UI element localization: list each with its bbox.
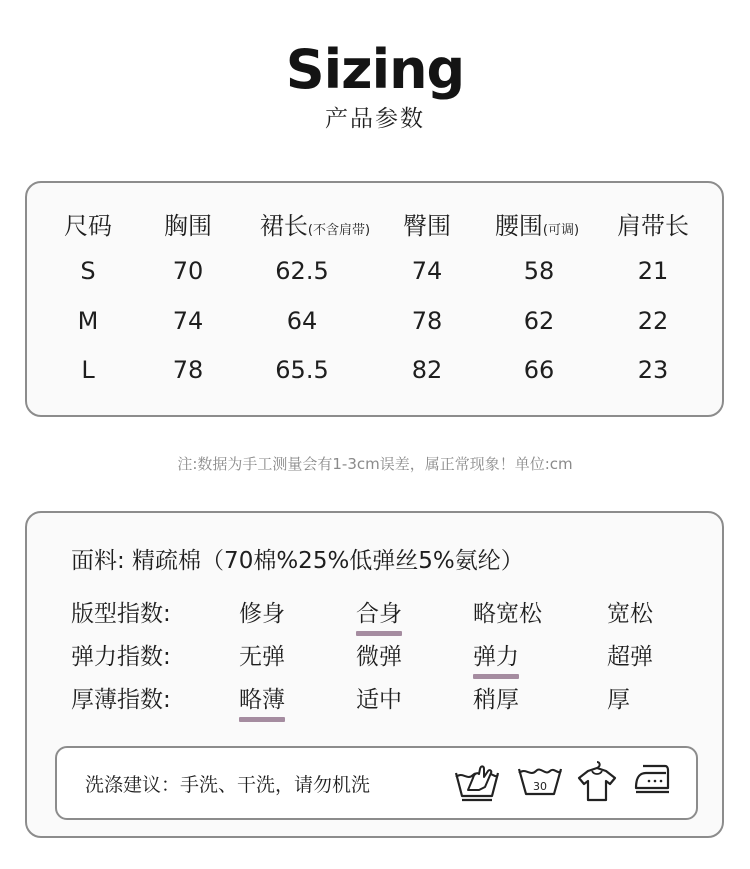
page-subtitle: 产品参数 [325,106,425,132]
table-cell: 65.5 [275,356,329,384]
fit-option-slightly-loose: 略宽松 [473,601,542,627]
size-table [27,183,722,415]
measurement-note: 注:数据为手工测量会有1-3cm误差，属正常现象！单位:cm [177,455,573,473]
hand-wash-icon [453,760,501,806]
stretch-option-none: 无弹 [239,644,285,670]
wash-instructions-box [55,746,698,820]
wash-30-icon [516,760,564,800]
fit-index-row [27,599,722,633]
header-length-note: (不含肩带) [307,223,371,238]
stretch-option-slight: 微弹 [356,644,402,670]
wash-instructions-text: 洗涤建议：手洗、干洗，请勿机洗 [85,774,371,796]
table-cell: 78 [172,356,204,384]
svg-text:30: 30 [533,780,547,793]
table-cell: M [77,307,99,335]
table-cell: 66 [523,356,555,384]
header-strap: 肩带长 [617,212,689,240]
thickness-option-medium: 适中 [356,687,402,713]
table-cell: 23 [637,356,669,384]
table-cell: 22 [637,307,669,335]
header-bust: 胸围 [164,212,212,240]
table-cell: 62 [523,307,555,335]
header-hip: 臀围 [403,212,451,240]
header-waist: 腰围(可调) [494,212,580,240]
hang-dry-icon [576,760,618,804]
table-cell: 70 [172,257,204,285]
table-cell: 74 [172,307,204,335]
iron-icon [633,760,673,796]
table-cell: 62.5 [275,257,329,285]
stretch-index-label: 弹力指数: [71,644,171,670]
table-cell: 64 [286,307,318,335]
thickness-option-thick: 厚 [607,687,630,713]
table-cell: 74 [411,257,443,285]
stretch-option-super: 超弹 [607,644,653,670]
table-cell: 58 [523,257,555,285]
table-cell: S [80,257,96,285]
page-title: Sizing [285,38,465,101]
table-cell: 21 [637,257,669,285]
table-cell: 82 [411,356,443,384]
size-table-card [25,181,724,417]
fabric-card [25,511,724,838]
fit-index-label: 版型指数: [71,601,171,627]
header-waist-note: (可调) [542,223,580,238]
fit-option-loose: 宽松 [607,601,653,627]
thickness-option-slightly-thick: 稍厚 [473,687,519,713]
fit-option-slim: 修身 [239,601,285,627]
thickness-index-label: 厚薄指数: [71,687,171,713]
header-length: 裙长(不含肩带) [259,212,371,240]
table-cell: L [81,356,95,384]
fabric-composition: 面料: 精疏棉（70棉%25%低弹丝5%氨纶） [71,548,524,574]
header-size: 尺码 [64,212,112,240]
thickness-index-row [27,685,722,719]
thickness-option-thin: 略薄 [239,687,285,713]
stretch-index-row [27,642,722,676]
stretch-option-stretch: 弹力 [473,644,519,670]
table-cell: 78 [411,307,443,335]
fit-option-regular: 合身 [356,601,402,627]
